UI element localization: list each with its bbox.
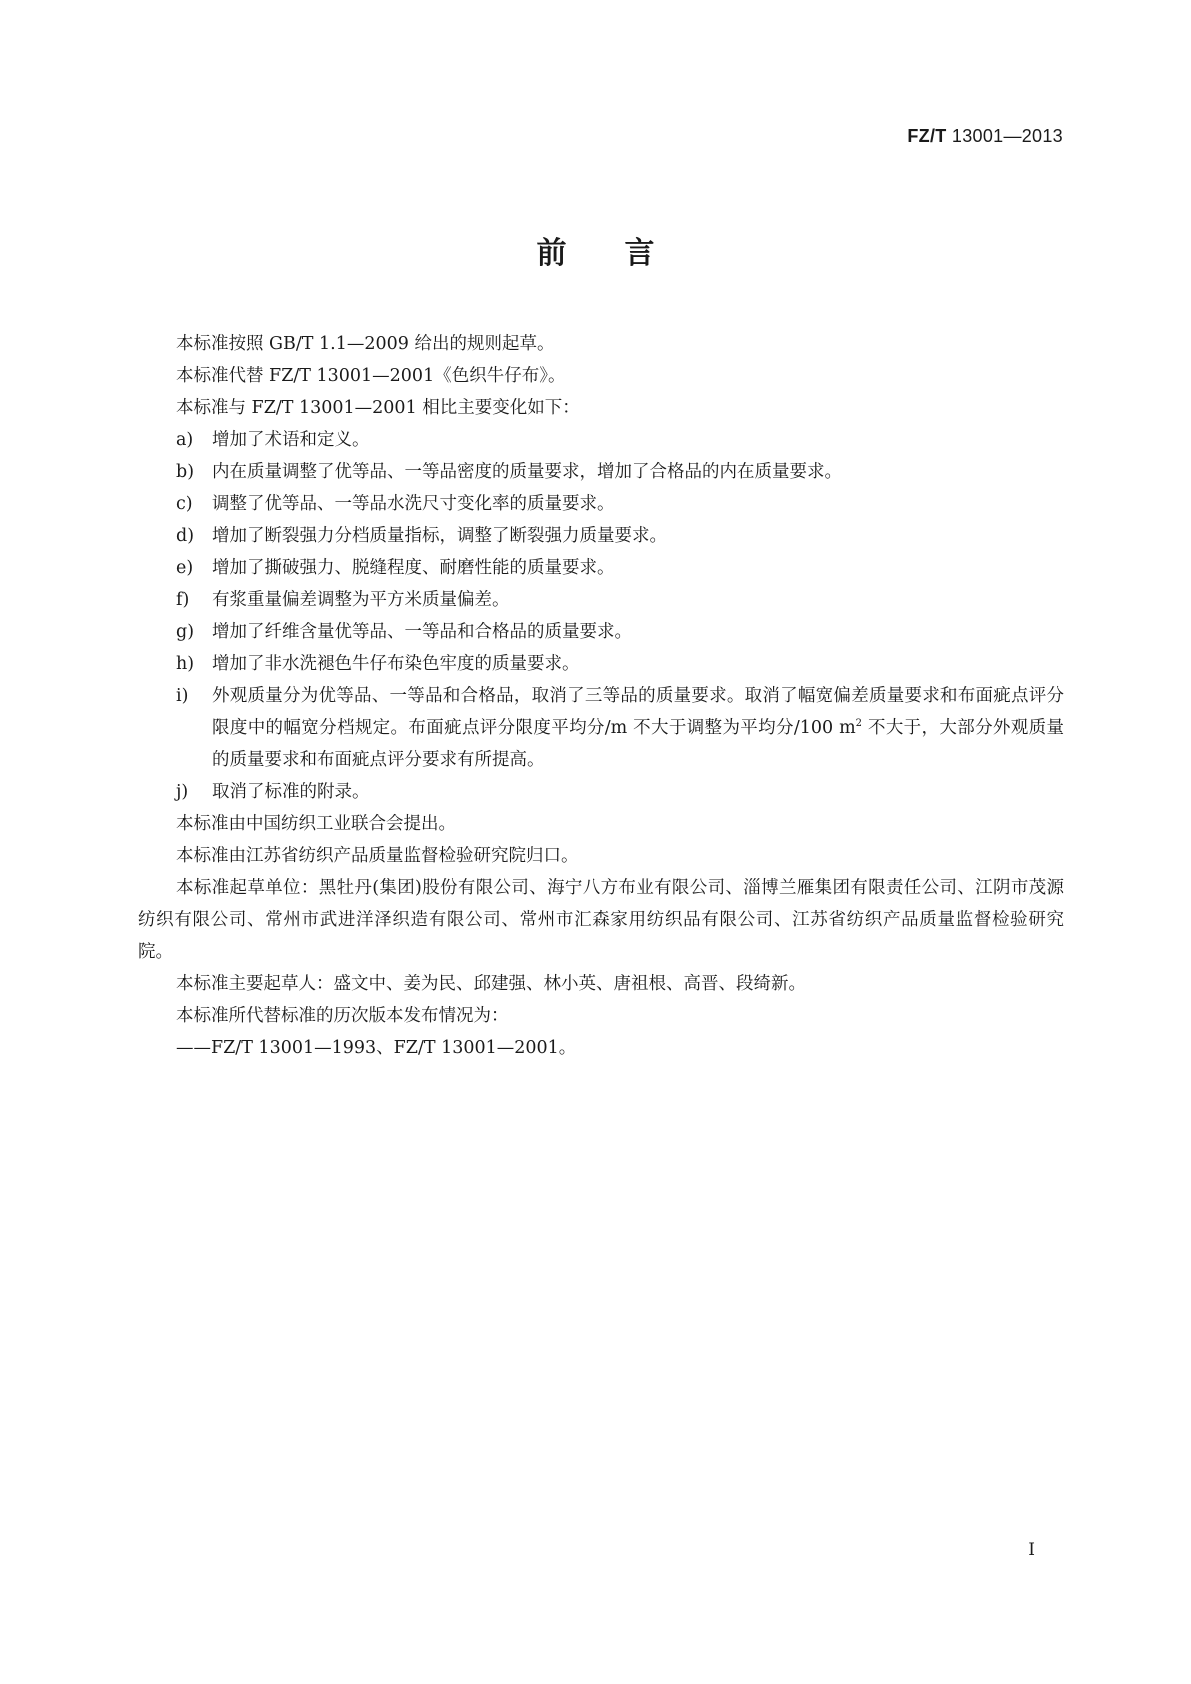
list-item-text: 增加了断裂强力分档质量指标，调整了断裂强力质量要求。 [212, 526, 667, 546]
list-item [138, 584, 1064, 616]
list-item [138, 552, 1064, 584]
paragraph: 本标准代替 FZ/T 13001—2001《色织牛仔布》。 [176, 366, 566, 386]
page-title: 前言 [536, 236, 713, 271]
list-item-text: 增加了撕破强力、脱缝程度、耐磨性能的质量要求。 [212, 558, 615, 578]
standard-code-prefix: FZ/T [907, 126, 947, 146]
list-marker: j) [176, 782, 189, 802]
list-item-text-part: 不大于，大部分外观质量的质量要求和布面疵点评分要求有所提高。 [212, 718, 1064, 770]
paragraph: 本标准由中国纺织工业联合会提出。 [176, 814, 456, 834]
list-item [138, 680, 1064, 776]
list-marker: e) [176, 558, 194, 578]
page-number: I [1028, 1540, 1035, 1560]
paragraph: 本标准主要起草人：盛文中、姜为民、邱建强、林小英、唐祖根、高晋、段绮新。 [176, 974, 806, 994]
foreword-body [138, 328, 1064, 1064]
list-marker: h) [176, 654, 195, 674]
list-item-text: 增加了术语和定义。 [212, 430, 370, 450]
paragraph: 本标准起草单位：黑牡丹(集团)股份有限公司、海宁八方布业有限公司、淄博兰雁集团有限责任公司、江阴市茂源纺织有限公司、常州市武进洋泽织造有限公司、常州市汇森家用纺织品有限公司、江苏省纺织产品质量监督检验研究院。 [138, 878, 1064, 962]
superscript: 2 [855, 718, 863, 729]
list-item-text: 调整了优等品、一等品水洗尺寸变化率的质量要求。 [212, 494, 615, 514]
standard-code [907, 126, 1063, 147]
list-item [138, 616, 1064, 648]
paragraph: ——FZ/T 13001—1993、FZ/T 13001—2001。 [176, 1038, 577, 1058]
list-item-text: 增加了纤维含量优等品、一等品和合格品的质量要求。 [212, 622, 632, 642]
list-item-text: 增加了非水洗褪色牛仔布染色牢度的质量要求。 [212, 654, 580, 674]
list-item [138, 520, 1064, 552]
standard-code-number: 13001—2013 [951, 126, 1063, 146]
list-item [138, 648, 1064, 680]
paragraph: 本标准按照 GB/T 1.1—2009 给出的规则起草。 [176, 334, 555, 354]
list-marker: c) [176, 494, 193, 514]
list-item-text: 取消了标准的附录。 [212, 782, 370, 802]
list-marker: g) [176, 622, 195, 642]
list-item [138, 456, 1064, 488]
list-item-text-part: 外观质量分为优等品、一等品和合格品，取消了三等品的质量要求。取消了幅宽偏差质量要求和布面疵点评分限度中的幅宽分档规定。布面疵点评分限度平均分/m 不大于调整为平均分/100 m [212, 686, 1064, 738]
paragraph: 本标准所代替标准的历次版本发布情况为： [176, 1006, 509, 1026]
paragraph: 本标准与 FZ/T 13001—2001 相比主要变化如下： [176, 398, 580, 418]
list-item-text: 有浆重量偏差调整为平方米质量偏差。 [212, 590, 510, 610]
list-marker: d) [176, 526, 195, 546]
list-item-text: 内在质量调整了优等品、一等品密度的质量要求，增加了合格品的内在质量要求。 [212, 462, 842, 482]
list-item [138, 488, 1064, 520]
paragraph: 本标准由江苏省纺织产品质量监督检验研究院归口。 [176, 846, 579, 866]
list-item [138, 776, 1064, 808]
list-marker: f) [176, 590, 190, 610]
list-marker: a) [176, 430, 194, 450]
list-item-text [212, 680, 1064, 776]
list-item [138, 424, 1064, 456]
list-marker: b) [176, 462, 195, 482]
list-marker: i) [176, 686, 189, 706]
